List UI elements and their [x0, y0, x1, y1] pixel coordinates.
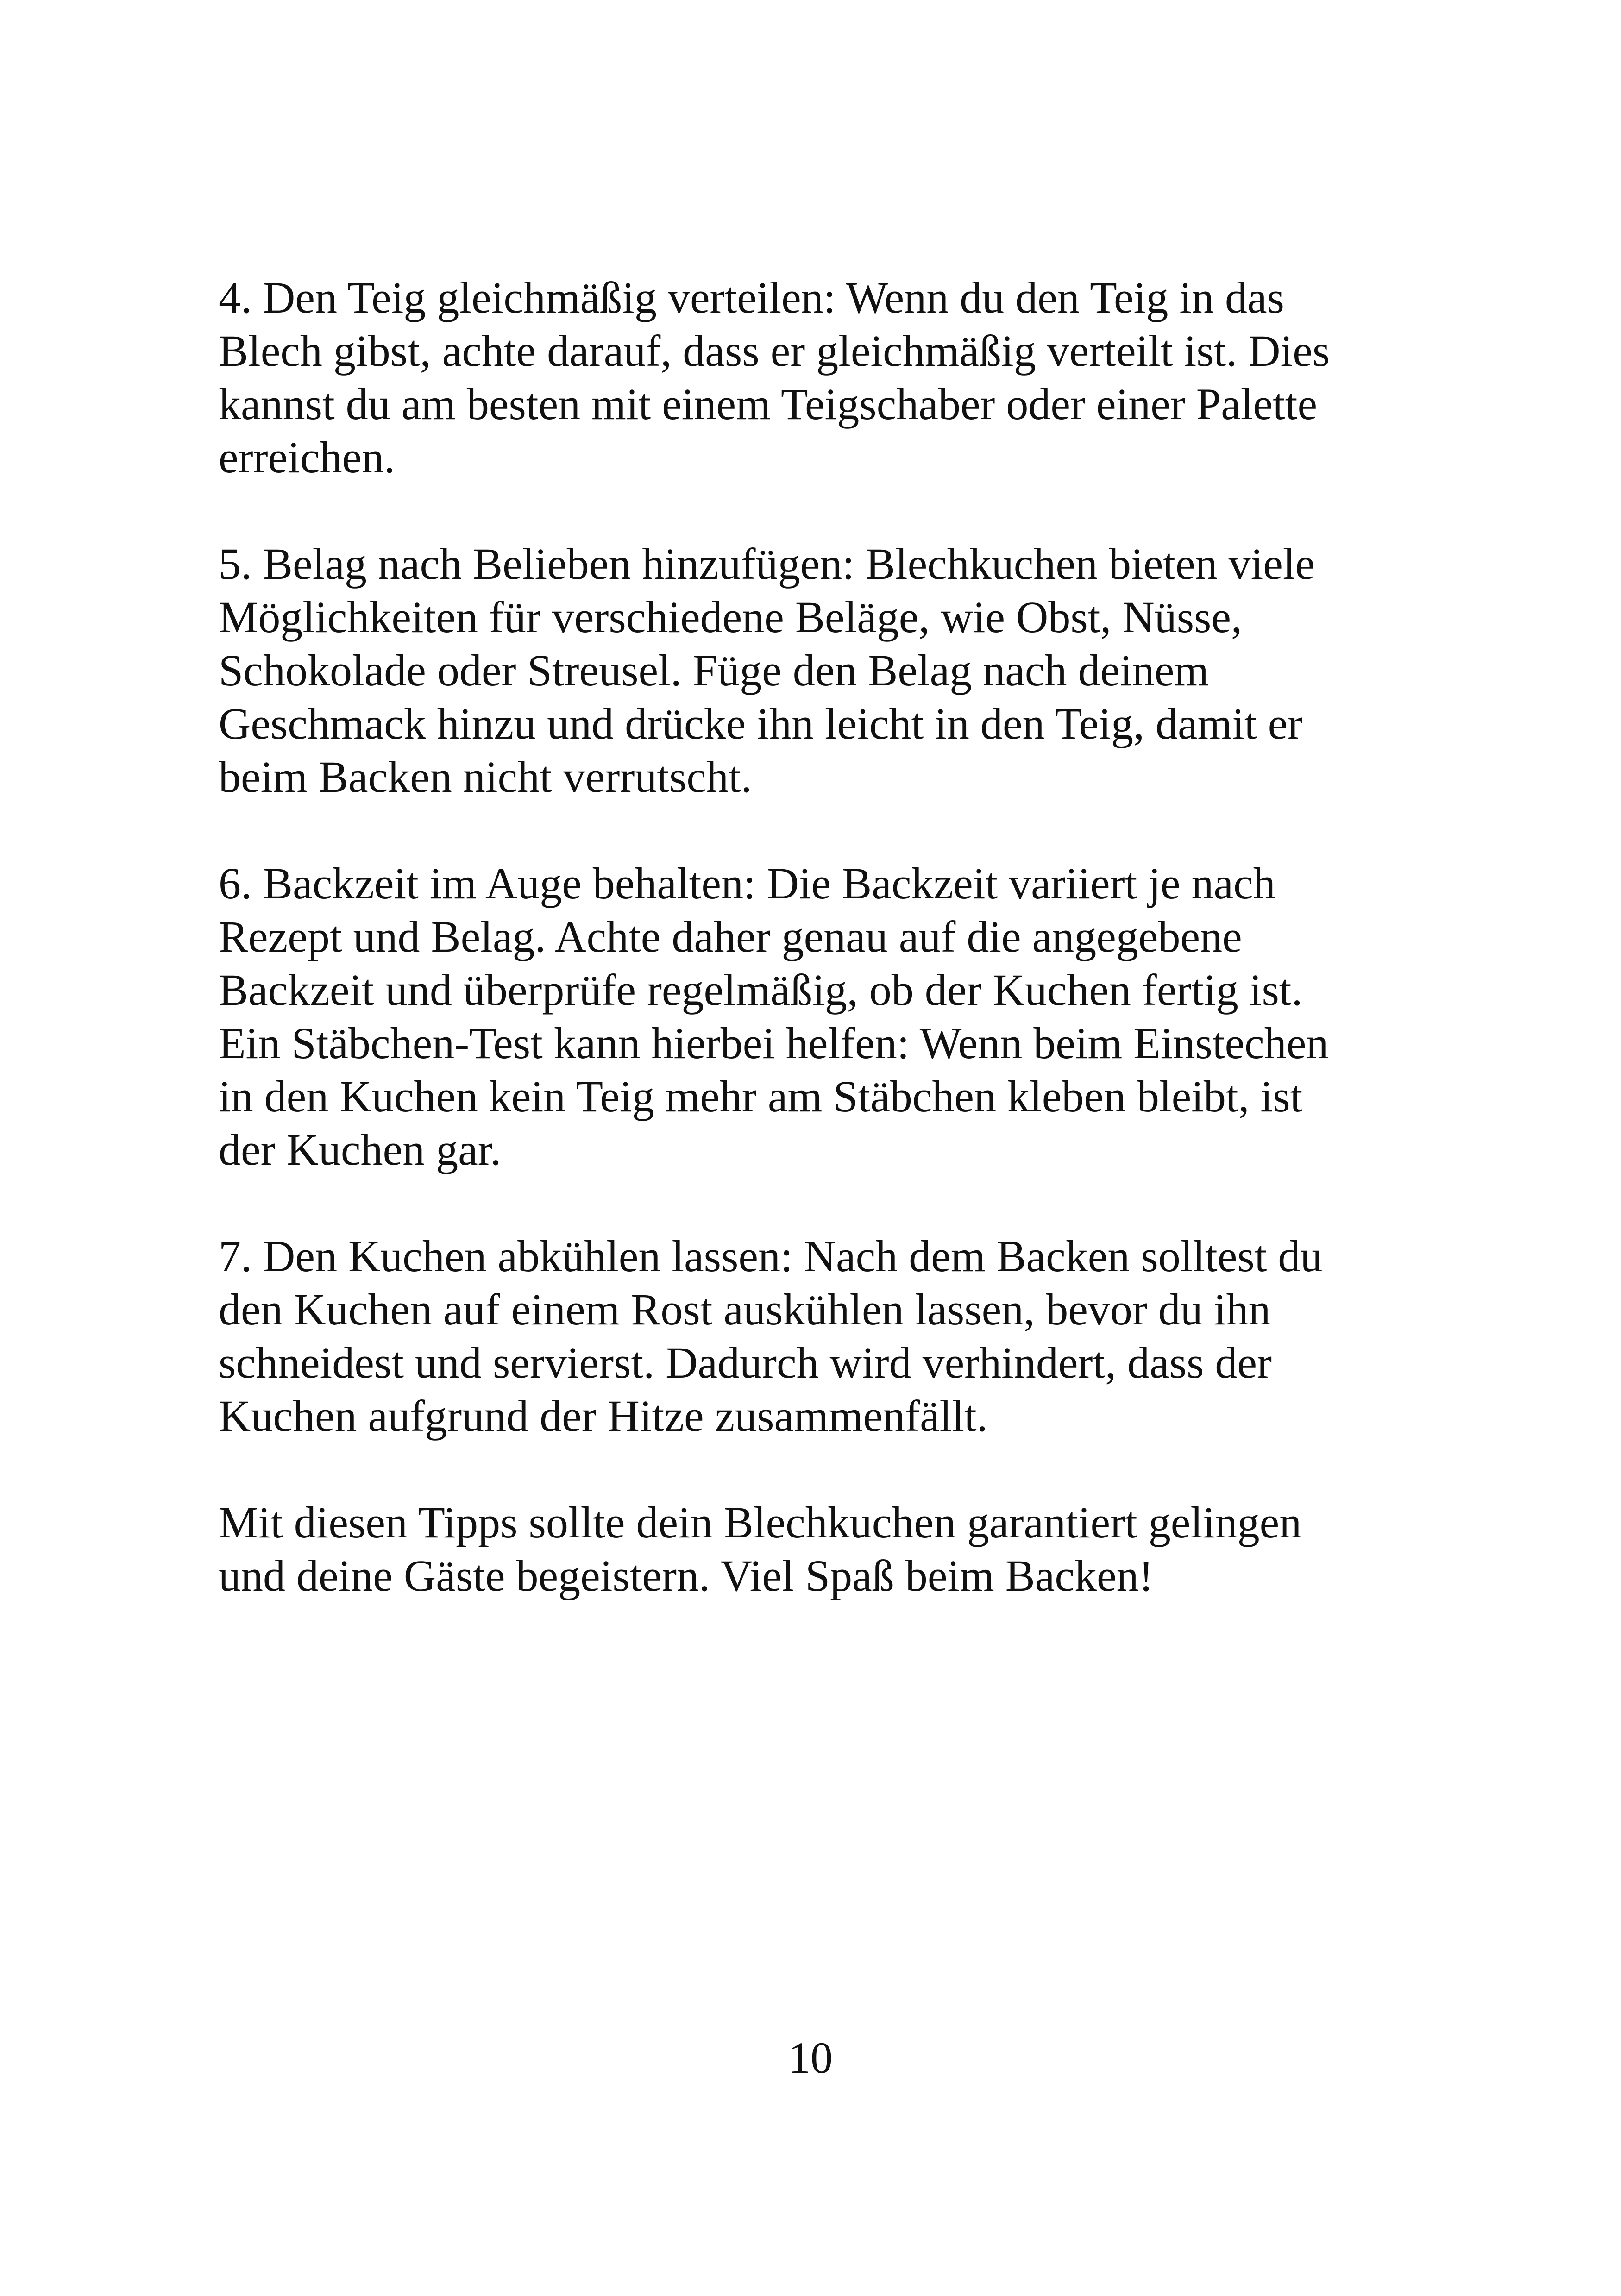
tip-6-paragraph: 6. Backzeit im Auge behalten: Die Backzeit variiert je nach Rezept und Belag. Achte daher genau auf die angegebene Backzeit und überprüfe regelmäßig, ob der Kuchen fertig ist. Ein Stäbchen-Test kann hierbei helfen: Wenn beim Einstechen in den Kuchen kein Teig mehr am Stäbchen kleben bleibt, ist der Kuchen gar.: [219, 859, 1329, 1174]
tip-7-paragraph: 7. Den Kuchen abkühlen lassen: Nach dem Backen solltest du den Kuchen auf einem Rost auskühlen lassen, bevor du ihn schneidest und servierst. Dadurch wird verhindert, dass der Kuchen aufgrund der Hitze zusammenfällt.: [219, 1231, 1323, 1441]
tip-5-paragraph: 5. Belag nach Belieben hinzufügen: Blechkuchen bieten viele Möglichkeiten für verschiedene Beläge, wie Obst, Nüsse, Schokolade oder Streusel. Füge den Belag nach deinem Geschmack hinzu und drücke ihn leicht in den Teig, damit er beim Backen nicht verrutscht.: [219, 539, 1315, 802]
tip-4-paragraph: 4. Den Teig gleichmäßig verteilen: Wenn du den Teig in das Blech gibst, achte darauf, dass er gleichmäßig verteilt ist. Dies kannst du am besten mit einem Teigschaber oder einer Palette erreichen.: [219, 273, 1330, 482]
closing-paragraph: Mit diesen Tipps sollte dein Blechkuchen garantiert gelingen und deine Gäste begeistern. Viel Spaß beim Backen!: [219, 1498, 1302, 1600]
body-text: [219, 271, 1432, 1656]
page-number: 10: [788, 2033, 833, 2083]
